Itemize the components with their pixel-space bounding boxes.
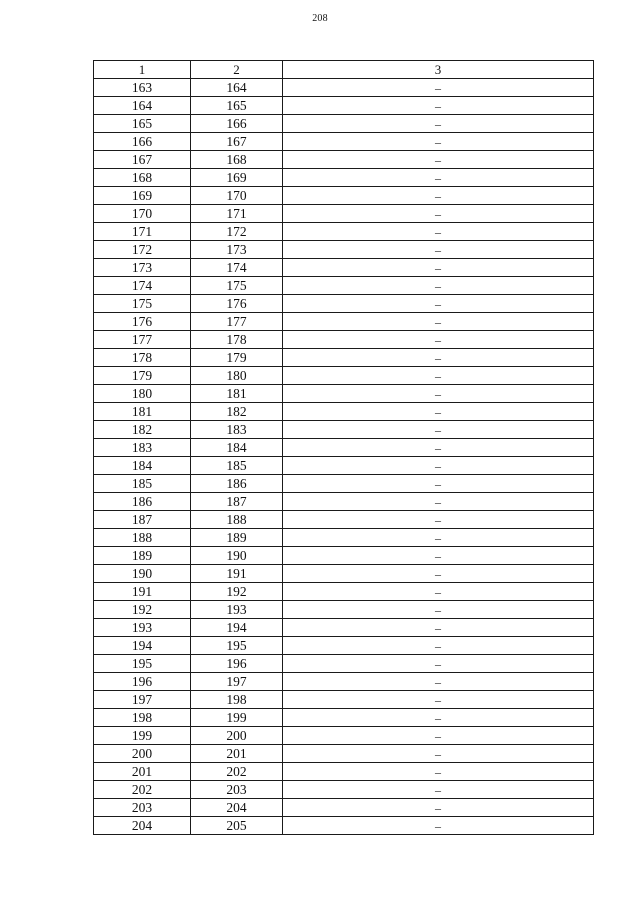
table-row [94, 97, 594, 115]
table-cell-col-3: – [283, 745, 594, 763]
table-cell-col-3: – [283, 367, 594, 385]
table-cell-col-1: 166 [94, 133, 191, 151]
table-cell-col-2: 204 [191, 799, 283, 817]
table-row [94, 277, 594, 295]
table-cell-col-3: – [283, 403, 594, 421]
table-cell-col-2: 168 [191, 151, 283, 169]
table-cell-col-2: 170 [191, 187, 283, 205]
table-cell-col-3: – [283, 259, 594, 277]
table-cell-col-2: 195 [191, 637, 283, 655]
table-row [94, 115, 594, 133]
table-cell-col-2: 179 [191, 349, 283, 367]
table-cell-col-2: 175 [191, 277, 283, 295]
table-cell-col-1: 173 [94, 259, 191, 277]
table-row [94, 403, 594, 421]
table-cell-col-3: – [283, 151, 594, 169]
table-cell-col-2: 173 [191, 241, 283, 259]
table-cell-col-3: – [283, 313, 594, 331]
table-cell-col-1: 191 [94, 583, 191, 601]
table-row [94, 673, 594, 691]
table-cell-col-1: 179 [94, 367, 191, 385]
table-cell-col-3: – [283, 169, 594, 187]
table-cell-col-1: 203 [94, 799, 191, 817]
table-row [94, 241, 594, 259]
column-header-3: 3 [283, 61, 594, 79]
table-cell-col-1: 190 [94, 565, 191, 583]
table-cell-col-1: 195 [94, 655, 191, 673]
table-cell-col-1: 174 [94, 277, 191, 295]
table-cell-col-2: 205 [191, 817, 283, 835]
table-cell-col-1: 168 [94, 169, 191, 187]
table-cell-col-1: 163 [94, 79, 191, 97]
table-cell-col-1: 182 [94, 421, 191, 439]
table-cell-col-3: – [283, 655, 594, 673]
table-cell-col-2: 165 [191, 97, 283, 115]
table-row [94, 385, 594, 403]
table-cell-col-2: 169 [191, 169, 283, 187]
table-row [94, 763, 594, 781]
table-cell-col-3: – [283, 205, 594, 223]
table-cell-col-2: 178 [191, 331, 283, 349]
table-cell-col-3: – [283, 817, 594, 835]
table-row [94, 331, 594, 349]
table-row [94, 637, 594, 655]
table-cell-col-3: – [283, 601, 594, 619]
table-row [94, 745, 594, 763]
table-cell-col-2: 191 [191, 565, 283, 583]
table-cell-col-1: 204 [94, 817, 191, 835]
table-row [94, 799, 594, 817]
table-cell-col-1: 196 [94, 673, 191, 691]
table-cell-col-2: 185 [191, 457, 283, 475]
table-cell-col-3: – [283, 547, 594, 565]
table-cell-col-2: 183 [191, 421, 283, 439]
table-row [94, 295, 594, 313]
table-cell-col-3: – [283, 691, 594, 709]
table-row [94, 493, 594, 511]
table-cell-col-1: 181 [94, 403, 191, 421]
table-cell-col-1: 170 [94, 205, 191, 223]
table-cell-col-2: 167 [191, 133, 283, 151]
table-cell-col-3: – [283, 115, 594, 133]
table-cell-col-2: 192 [191, 583, 283, 601]
data-table [93, 60, 594, 835]
table-cell-col-1: 165 [94, 115, 191, 133]
table-cell-col-2: 202 [191, 763, 283, 781]
table-cell-col-1: 177 [94, 331, 191, 349]
table-row [94, 727, 594, 745]
table-cell-col-2: 188 [191, 511, 283, 529]
table-cell-col-1: 169 [94, 187, 191, 205]
table-cell-col-2: 187 [191, 493, 283, 511]
table-row [94, 457, 594, 475]
table-cell-col-1: 178 [94, 349, 191, 367]
table-cell-col-3: – [283, 709, 594, 727]
table-row [94, 583, 594, 601]
table-cell-col-2: 198 [191, 691, 283, 709]
table-cell-col-2: 171 [191, 205, 283, 223]
table-cell-col-3: – [283, 565, 594, 583]
table-cell-col-2: 197 [191, 673, 283, 691]
table-cell-col-2: 181 [191, 385, 283, 403]
table-row [94, 169, 594, 187]
table-cell-col-2: 189 [191, 529, 283, 547]
table-cell-col-1: 189 [94, 547, 191, 565]
table-cell-col-2: 182 [191, 403, 283, 421]
table-row [94, 133, 594, 151]
table-row [94, 565, 594, 583]
table-cell-col-3: – [283, 727, 594, 745]
table-cell-col-3: – [283, 349, 594, 367]
table-cell-col-3: – [283, 511, 594, 529]
table-row [94, 439, 594, 457]
table-cell-col-1: 185 [94, 475, 191, 493]
table-row [94, 421, 594, 439]
table-row [94, 547, 594, 565]
table-cell-col-2: 177 [191, 313, 283, 331]
table-cell-col-3: – [283, 79, 594, 97]
table-cell-col-1: 172 [94, 241, 191, 259]
table-cell-col-3: – [283, 583, 594, 601]
table-row [94, 223, 594, 241]
table-cell-col-3: – [283, 331, 594, 349]
table-cell-col-2: 194 [191, 619, 283, 637]
table-cell-col-3: – [283, 799, 594, 817]
table-cell-col-2: 201 [191, 745, 283, 763]
table-row [94, 475, 594, 493]
table-cell-col-1: 187 [94, 511, 191, 529]
table-cell-col-1: 171 [94, 223, 191, 241]
table-cell-col-1: 200 [94, 745, 191, 763]
table-row [94, 349, 594, 367]
table-cell-col-2: 184 [191, 439, 283, 457]
table-cell-col-3: – [283, 475, 594, 493]
table-cell-col-1: 201 [94, 763, 191, 781]
table-row [94, 655, 594, 673]
table-cell-col-1: 197 [94, 691, 191, 709]
table-cell-col-3: – [283, 439, 594, 457]
table-cell-col-2: 172 [191, 223, 283, 241]
table-cell-col-3: – [283, 187, 594, 205]
page-number: 208 [312, 13, 328, 24]
table-cell-col-3: – [283, 97, 594, 115]
table-cell-col-1: 176 [94, 313, 191, 331]
table-cell-col-1: 193 [94, 619, 191, 637]
table-cell-col-2: 196 [191, 655, 283, 673]
table-row [94, 187, 594, 205]
table-row [94, 691, 594, 709]
table-cell-col-3: – [283, 223, 594, 241]
table-cell-col-2: 164 [191, 79, 283, 97]
table-cell-col-2: 166 [191, 115, 283, 133]
table-row [94, 367, 594, 385]
table-row [94, 313, 594, 331]
table-row [94, 511, 594, 529]
table-row [94, 79, 594, 97]
table-cell-col-3: – [283, 637, 594, 655]
table-cell-col-3: – [283, 457, 594, 475]
table-cell-col-1: 164 [94, 97, 191, 115]
table-cell-col-3: – [283, 781, 594, 799]
table-cell-col-2: 174 [191, 259, 283, 277]
table-cell-col-1: 184 [94, 457, 191, 475]
table-cell-col-2: 186 [191, 475, 283, 493]
table-cell-col-1: 188 [94, 529, 191, 547]
table-row [94, 205, 594, 223]
table-row [94, 259, 594, 277]
table-cell-col-2: 180 [191, 367, 283, 385]
table-cell-col-3: – [283, 277, 594, 295]
table-cell-col-2: 203 [191, 781, 283, 799]
table-row [94, 709, 594, 727]
table-cell-col-2: 193 [191, 601, 283, 619]
table-cell-col-2: 199 [191, 709, 283, 727]
table-cell-col-3: – [283, 493, 594, 511]
table-row [94, 529, 594, 547]
table-cell-col-3: – [283, 529, 594, 547]
table-cell-col-1: 167 [94, 151, 191, 169]
table-cell-col-1: 180 [94, 385, 191, 403]
table-cell-col-3: – [283, 385, 594, 403]
table-cell-col-1: 183 [94, 439, 191, 457]
table-cell-col-1: 199 [94, 727, 191, 745]
table-cell-col-3: – [283, 133, 594, 151]
table-cell-col-3: – [283, 241, 594, 259]
table-cell-col-1: 192 [94, 601, 191, 619]
table-cell-col-3: – [283, 619, 594, 637]
table-cell-col-3: – [283, 673, 594, 691]
table-row [94, 817, 594, 835]
table-cell-col-3: – [283, 421, 594, 439]
table-row [94, 151, 594, 169]
table-cell-col-1: 202 [94, 781, 191, 799]
table-cell-col-3: – [283, 763, 594, 781]
table-cell-col-1: 198 [94, 709, 191, 727]
table-cell-col-2: 176 [191, 295, 283, 313]
table-cell-col-1: 175 [94, 295, 191, 313]
table-body [94, 79, 594, 835]
table-row [94, 601, 594, 619]
table-cell-col-2: 200 [191, 727, 283, 745]
column-header-1: 1 [94, 61, 191, 79]
table-row [94, 619, 594, 637]
table-cell-col-1: 194 [94, 637, 191, 655]
table-header-row [94, 61, 594, 79]
table-cell-col-3: – [283, 295, 594, 313]
column-header-2: 2 [191, 61, 283, 79]
table-cell-col-1: 186 [94, 493, 191, 511]
table-row [94, 781, 594, 799]
table-cell-col-2: 190 [191, 547, 283, 565]
